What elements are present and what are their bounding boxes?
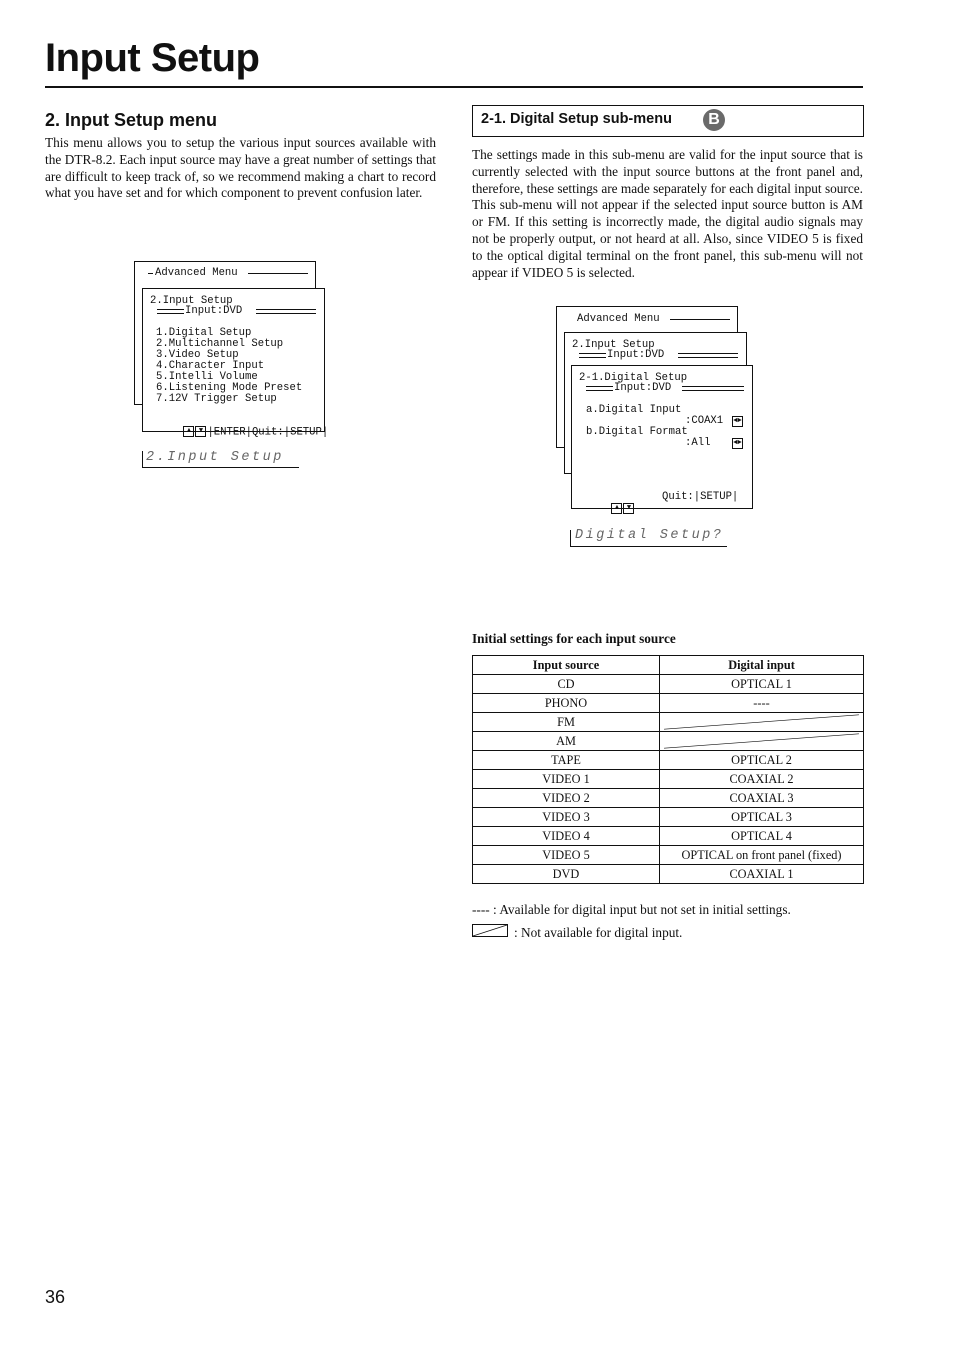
osd-item-listening-mode-preset: 6.Listening Mode Preset (156, 382, 303, 394)
left-body-text: This menu allows you to setup the various input sources available with the DTR-8.2. Each input source may have a great number of settings that are difficult to keep track of, so we recommend making a chart to record what you have set and for which component to prevent confusion later. (45, 135, 436, 201)
osd-item-digital-input-value: :COAX1 (685, 415, 724, 427)
title-rule (45, 86, 863, 88)
cell-digital-input: OPTICAL 3 (660, 808, 864, 827)
page-title: Input Setup (45, 36, 260, 80)
table-row (473, 865, 864, 884)
cell-source: VIDEO 4 (473, 827, 660, 846)
lcd-underline-2 (570, 546, 727, 547)
table-row (473, 675, 864, 694)
table-row (473, 808, 864, 827)
osd-item-digital-format-value: :All (685, 437, 711, 449)
cell-digital-input: COAXIAL 2 (660, 770, 864, 789)
cell-digital-input: OPTICAL 4 (660, 827, 864, 846)
cell-source: FM (473, 713, 660, 732)
osd-menu-title: 2.Input Setup (150, 295, 233, 307)
cell-not-available (660, 713, 864, 732)
lcd-display-input-setup: 2.Input Setup (146, 450, 284, 465)
osd-input-line: Input:DVD (185, 305, 243, 317)
cell-source: CD (473, 675, 660, 694)
table-row (473, 751, 864, 770)
osd-item-video-setup: 3.Video Setup (156, 349, 239, 361)
column-header-digital-input: Digital input (660, 656, 864, 675)
osd-item-digital-format: b.Digital Format (586, 426, 688, 438)
table-row (473, 694, 864, 713)
initial-settings-table (472, 655, 864, 884)
cell-digital-input: COAXIAL 1 (660, 865, 864, 884)
up-arrow-icon: ▲ (611, 503, 622, 514)
submenu-heading: 2-1. Digital Setup sub-menu (481, 111, 672, 127)
osd-mid-input: Input:DVD (607, 349, 665, 361)
cell-source: PHONO (473, 694, 660, 713)
cell-not-available (660, 732, 864, 751)
left-right-arrow-icon: ◄► (733, 439, 742, 447)
lcd-display-digital-setup: Digital Setup? (575, 528, 724, 543)
table-row (473, 827, 864, 846)
osd-footer-2: Quit:|SETUP| (662, 491, 739, 503)
table-row (473, 846, 864, 865)
osd-input-setup-panel (142, 288, 329, 439)
column-header-input-source: Input source (473, 656, 660, 675)
cell-source: TAPE (473, 751, 660, 770)
section-heading: 2. Input Setup menu (45, 110, 218, 130)
cell-digital-input: ---- (660, 694, 864, 713)
table-row (473, 789, 864, 808)
table-caption: Initial settings for each input source (472, 631, 676, 646)
osd-front-input: Input:DVD (614, 382, 672, 394)
cell-digital-input: COAXIAL 3 (660, 789, 864, 808)
left-right-arrow-icon: ◄► (733, 417, 742, 425)
osd-mid-title: 2.Input Setup (572, 339, 655, 351)
osd-advanced-menu-title-2: Advanced Menu (577, 313, 660, 325)
not-available-legend-icon (472, 924, 508, 937)
right-body-text: The settings made in this sub-menu are valid for the input source that is currently selected with the input source buttons at the front panel and, therefore, these settings are made separately for each digital input source. This sub-menu will not appear if the selected input source button is AM or FM. If this setting is incorrectly made, the digital audio signals may not be properly output, or not heard at all. Also, since VIDEO 5 is fixed to the optical digital terminal on the front panel, this sub-menu will not appear if VIDEO 5 is selected. (472, 147, 863, 280)
cell-source: DVD (473, 865, 660, 884)
down-arrow-icon: ▼ (623, 503, 634, 514)
cell-source: VIDEO 5 (473, 846, 660, 865)
table-row (473, 770, 864, 789)
cell-source: VIDEO 2 (473, 789, 660, 808)
lcd-underline (142, 467, 299, 468)
lcd-tick (142, 451, 143, 467)
table-row (473, 713, 864, 732)
osd-item-character-input: 4.Character Input (156, 360, 265, 372)
osd-footer: |ENTER|Quit:|SETUP| (207, 426, 329, 439)
cell-digital-input: OPTICAL 1 (660, 675, 864, 694)
cell-source: VIDEO 3 (473, 808, 660, 827)
dash-legend-note: ---- : Available for digital input but not set in initial settings. (472, 902, 791, 917)
osd-front-title: 2-1.Digital Setup (579, 372, 688, 384)
cell-digital-input: OPTICAL 2 (660, 751, 864, 770)
osd-item-12v-trigger-setup: 7.12V Trigger Setup (156, 393, 277, 405)
table-header-row (473, 656, 864, 675)
not-available-slash-icon (660, 713, 863, 731)
not-available-slash-icon (660, 732, 863, 750)
osd-item-intelli-volume: 5.Intelli Volume (156, 371, 258, 383)
up-arrow-icon: ▲ (183, 426, 194, 437)
slash-legend-note: : Not available for digital input. (514, 925, 683, 940)
cell-source: AM (473, 732, 660, 751)
osd-item-digital-setup: 1.Digital Setup (156, 327, 252, 339)
table-row (473, 732, 864, 751)
cell-source: VIDEO 1 (473, 770, 660, 789)
osd-digital-setup-panel (571, 365, 753, 512)
b-badge-icon: B (703, 109, 725, 131)
down-arrow-icon: ▼ (195, 426, 206, 437)
osd-item-digital-input: a.Digital Input (586, 404, 682, 416)
cell-digital-input: OPTICAL on front panel (fixed) (660, 846, 864, 865)
page-number: 36 (45, 1287, 66, 1307)
osd-advanced-menu-title: Advanced Menu (155, 267, 238, 279)
osd-item-multichannel-setup: 2.Multichannel Setup (156, 338, 284, 350)
lcd-tick-2 (570, 530, 571, 546)
